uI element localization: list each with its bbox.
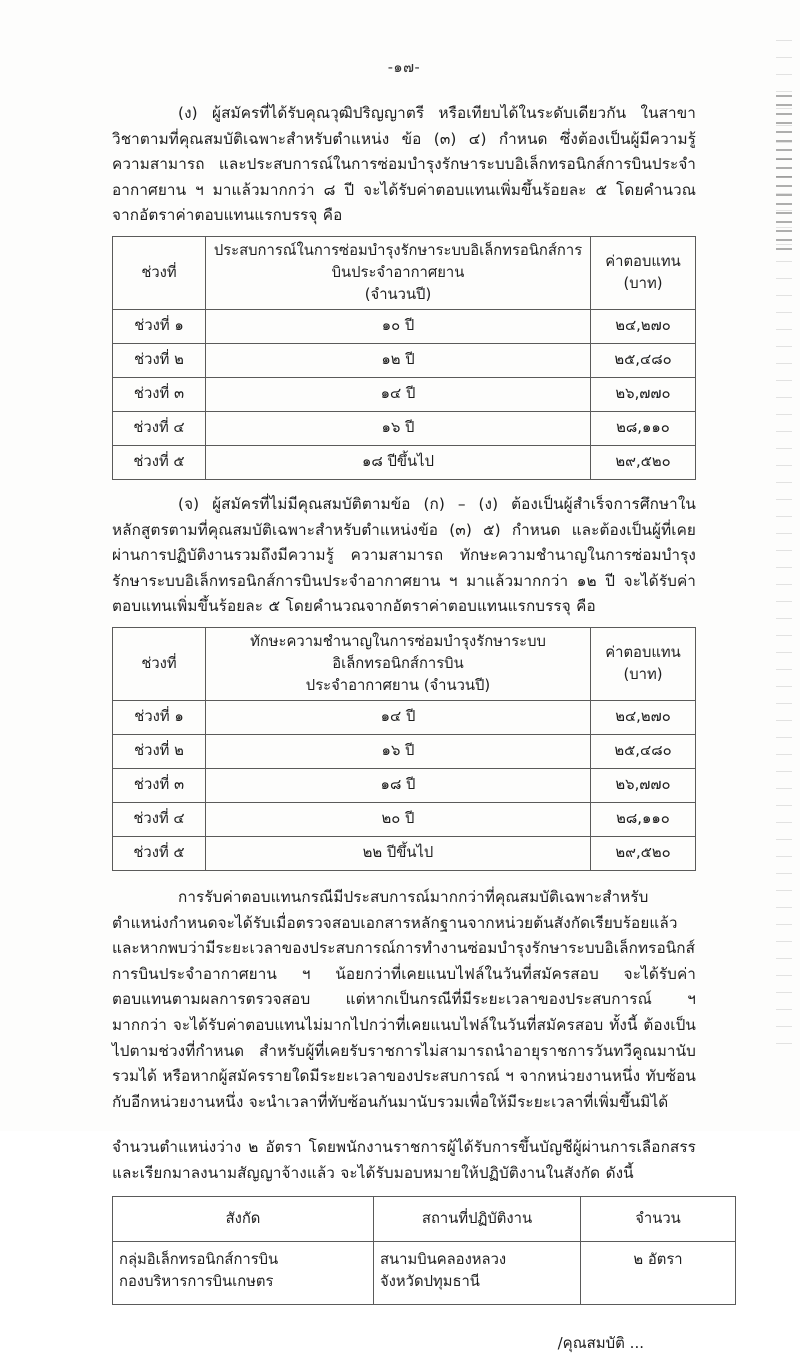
- cell-period: ช่วงที่ ๕: [113, 836, 206, 870]
- table-assignment: [112, 1196, 736, 1305]
- header-pay-line1: ค่าตอบแทน: [605, 643, 681, 661]
- cell-place-line1: สนามบินคลองหลวง: [380, 1251, 507, 1269]
- header-experience: [206, 236, 591, 309]
- cell-experience: ๑๖ ปี: [206, 411, 591, 445]
- cell-period: ช่วงที่ ๕: [113, 445, 206, 479]
- header-skill-line2: ประจำอากาศยาน (จำนวนปี): [305, 676, 491, 694]
- header-pay-line1: ค่าตอบแทน: [605, 252, 681, 270]
- table-row: [113, 343, 696, 377]
- paragraph-vacancy: [112, 1135, 696, 1186]
- table-experience-head: [113, 236, 696, 309]
- header-experience-line1: ประสบการณ์ในการซ่อมบำรุงรักษาระบบอิเล็กทรอนิกส์การบินประจำอากาศยาน: [213, 241, 583, 281]
- table-row: [113, 802, 696, 836]
- scan-artifact-margin: [776, 40, 792, 1060]
- cell-skill: ๑๔ ปี: [206, 700, 591, 734]
- table-skill-body: [113, 700, 696, 870]
- table-skill: [112, 627, 696, 871]
- paragraph-vacancy-text: จำนวนตำแหน่งว่าง ๒ อัตรา โดยพนักงานราชการผู้ได้รับการขึ้นบัญชีผู้ผ่านการเลือกสรรและเรียกมาลงนามสัญญาจ้างแล้ว จะได้รับมอบหมายให้ปฏิบัติงานในสังกัด ดังนี้: [112, 1138, 696, 1182]
- table-header-row: [113, 236, 696, 309]
- cell-unit-line1: กลุ่มอิเล็กทรอนิกส์การบิน: [119, 1251, 279, 1269]
- cell-pay: ๒๕,๔๘๐: [591, 734, 696, 768]
- cell-skill: ๑๖ ปี: [206, 734, 591, 768]
- table-row: [113, 1242, 736, 1305]
- cell-period: ช่วงที่ ๔: [113, 411, 206, 445]
- cell-pay: ๒๘,๑๑๐: [591, 411, 696, 445]
- cell-period: ช่วงที่ ๑: [113, 700, 206, 734]
- header-pay: [591, 627, 696, 700]
- cell-skill: ๒๐ ปี: [206, 802, 591, 836]
- cell-pay: ๒๙,๕๒๐: [591, 445, 696, 479]
- table-row: [113, 377, 696, 411]
- table-experience-body: [113, 309, 696, 479]
- cell-pay: ๒๖,๗๗๐: [591, 768, 696, 802]
- header-period: ช่วงที่: [113, 627, 206, 700]
- table-row: [113, 700, 696, 734]
- table-experience: [112, 236, 696, 480]
- header-skill: [206, 627, 591, 700]
- header-pay-line2: (บาท): [623, 274, 663, 292]
- paragraph-clause-j-text: (จ) ผู้สมัครที่ไม่มีคุณสมบัติตามข้อ (ก) – (ง) ต้องเป็นผู้สำเร็จการศึกษาในหลักสูตรตามที่คุณสมบัติเฉพาะสำหรับตำแหน่งข้อ (๓) ๕) กำหนด และต้องเป็นผู้ที่เคยผ่านการปฏิบัติงานรวมถึงมีความรู้ ความสามารถ ทักษะความชำนาญในการซ่อมบำรุงรักษาระบบอิเล็กทรอนิกส์การบินประจำอากาศยาน ฯ มาแล้วมากกว่า ๑๒ ปี จะได้รับค่าตอบแทนเพิ่มขึ้นร้อยละ ๕ โดยคำนวณจากอัตราค่าตอบแทนแรกบรรจุ คือ: [112, 494, 696, 616]
- cell-period: ช่วงที่ ๑: [113, 309, 206, 343]
- cell-period: ช่วงที่ ๓: [113, 768, 206, 802]
- cell-place: [374, 1242, 581, 1305]
- table-row: [113, 836, 696, 870]
- header-unit: สังกัด: [113, 1197, 374, 1242]
- cell-quantity: ๒ อัตรา: [581, 1242, 736, 1305]
- table-row: [113, 734, 696, 768]
- paragraph-clause-j: [112, 492, 696, 620]
- page-number: -๑๗-: [387, 60, 421, 76]
- table-header-row: [113, 627, 696, 700]
- table-row: [113, 309, 696, 343]
- table-skill-head: [113, 627, 696, 700]
- header-quantity: จำนวน: [581, 1197, 736, 1242]
- page-content: [112, 0, 696, 1355]
- paragraph-clause-ng-text: (ง) ผู้สมัครที่ได้รับคุณวุฒิปริญญาตรี หรือเทียบได้ในระดับเดียวกัน ในสาขาวิชาตามที่คุณสมบัติเฉพาะสำหรับตำแหน่ง ข้อ (๓) ๔) กำหนด ซึ่งต้องเป็นผู้มีความรู้ ความสามารถ และประสบการณ์ในการซ่อมบำรุงรักษาระบบอิเล็กทรอนิกส์การบินประจำอากาศยาน ฯ มาแล้วมากกว่า ๘ ปี จะได้รับค่าตอบแทนเพิ่มขึ้นร้อยละ ๕ โดยคำนวณจากอัตราค่าตอบแทนแรกบรรจุ คือ: [112, 104, 696, 225]
- cell-skill: ๑๘ ปี: [206, 768, 591, 802]
- table-row: [113, 768, 696, 802]
- cell-period: ช่วงที่ ๔: [113, 802, 206, 836]
- cell-experience: ๑๘ ปีขึ้นไป: [206, 445, 591, 479]
- cell-unit: [113, 1242, 374, 1305]
- scan-artifact-margin-dense: [776, 95, 792, 255]
- table-row: [113, 445, 696, 479]
- cell-skill: ๒๒ ปีขึ้นไป: [206, 836, 591, 870]
- paragraph-clause-ng: [112, 101, 696, 229]
- header-skill-line1: ทักษะความชำนาญในการซ่อมบำรุงรักษาระบบอิเล็กทรอนิกส์การบิน: [250, 632, 546, 672]
- header-place: สถานที่ปฏิบัติงาน: [374, 1197, 581, 1242]
- cell-period: ช่วงที่ ๒: [113, 343, 206, 377]
- footer-continuation-note: /คุณสมบัติ ...: [557, 1334, 644, 1353]
- cell-place-line2: จังหวัดปทุมธานี: [380, 1273, 480, 1291]
- cell-period: ช่วงที่ ๒: [113, 734, 206, 768]
- cell-experience: ๑๐ ปี: [206, 309, 591, 343]
- header-pay: [591, 236, 696, 309]
- cell-period: ช่วงที่ ๓: [113, 377, 206, 411]
- table-assignment-head: [113, 1197, 736, 1242]
- cell-unit-line2: กองบริหารการบินเกษตร: [119, 1273, 274, 1291]
- table-row: [113, 411, 696, 445]
- cell-pay: ๒๙,๕๒๐: [591, 836, 696, 870]
- paragraph-remuneration-rules-text: การรับค่าตอบแทนกรณีมีประสบการณ์มากกว่าที่คุณสมบัติเฉพาะสำหรับตำแหน่งกำหนดจะได้รับเมื่อตรวจสอบเอกสารหลักฐานจากหน่วยต้นสังกัดเรียบร้อยแล้ว และหากพบว่ามีระยะเวลาของประสบการณ์การทำงานซ่อมบำรุงรักษาระบบอิเล็กทรอนิกส์การบินประจำอากาศยาน ฯ น้อยกว่าที่เคยแนบไฟล์ในวันที่สมัครสอบ จะได้รับค่าตอบแทนตามผลการตรวจสอบ แต่หากเป็นกรณีที่มีระยะเวลาของประสบการณ์ ฯ มากกว่า จะได้รับค่าตอบแทนไม่มากไปกว่าที่เคยแนบไฟล์ในวันที่สมัครสอบ ทั้งนี้ ต้องเป็นไปตามช่วงที่กำหนด สำหรับผู้ที่เคยรับราชการไม่สามารถนำอายุราชการวันทวีคูณมานับรวมได้ หรือหากผู้สมัครรายใดมีระยะเวลาของประสบการณ์ ฯ จากหน่วยงานหนึ่ง ทับซ้อนกับอีกหน่วยงานหนึ่ง จะนำเวลาที่ทับซ้อนกันมานับรวมเพื่อให้มีระยะเวลาที่เพิ่มขึ้นมิได้: [112, 887, 696, 1111]
- cell-pay: ๒๘,๑๑๐: [591, 802, 696, 836]
- paragraph-remuneration-rules: [112, 885, 696, 1115]
- table-header-row: [113, 1197, 736, 1242]
- cell-pay: ๒๖,๗๗๐: [591, 377, 696, 411]
- header-experience-line2: (จำนวนปี): [364, 285, 432, 303]
- header-period: ช่วงที่: [113, 236, 206, 309]
- cell-pay: ๒๔,๒๗๐: [591, 700, 696, 734]
- cell-pay: ๒๕,๔๘๐: [591, 343, 696, 377]
- cell-experience: ๑๒ ปี: [206, 343, 591, 377]
- cell-pay: ๒๔,๒๗๐: [591, 309, 696, 343]
- cell-experience: ๑๔ ปี: [206, 377, 591, 411]
- header-pay-line2: (บาท): [623, 665, 663, 683]
- table-assignment-body: [113, 1242, 736, 1305]
